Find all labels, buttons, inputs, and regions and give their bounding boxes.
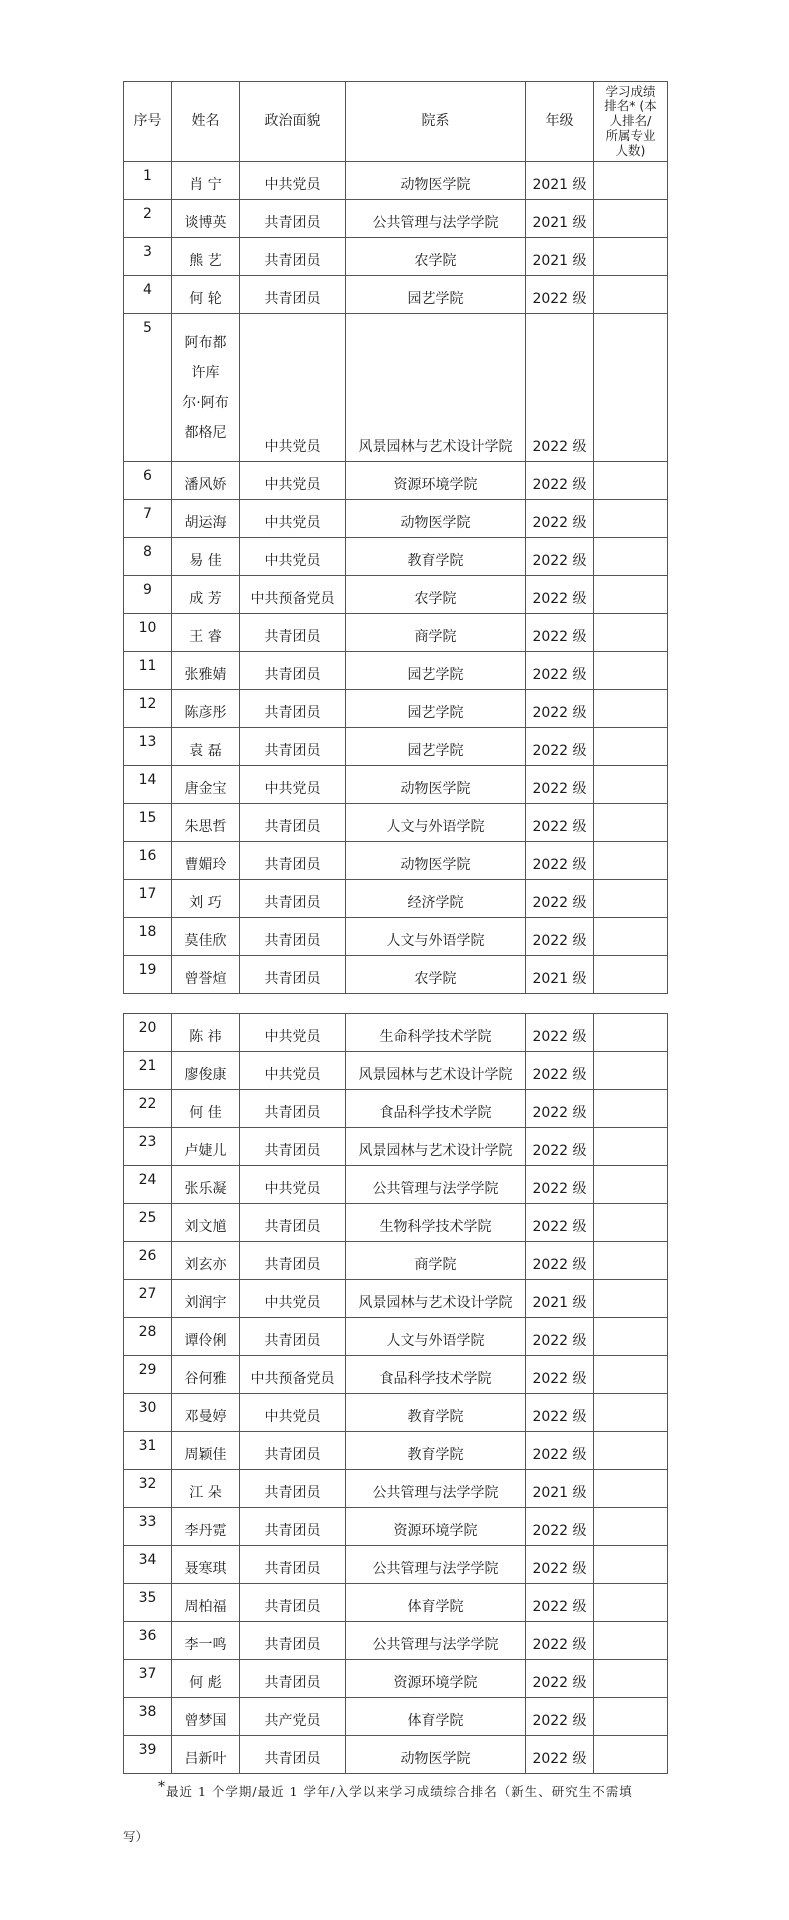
grade-year: 2022 级	[526, 1622, 594, 1660]
grade-year: 2022 级	[526, 538, 594, 576]
academic-ranking	[594, 1242, 668, 1280]
academic-ranking	[594, 1470, 668, 1508]
student-name: 谈博英	[172, 200, 240, 238]
grade-year: 2022 级	[526, 1698, 594, 1736]
academic-ranking	[594, 1622, 668, 1660]
political-status: 共青团员	[240, 1622, 346, 1660]
academic-ranking	[594, 842, 668, 880]
political-status: 共青团员	[240, 1660, 346, 1698]
grade-year: 2021 级	[526, 238, 594, 276]
row-index: 25	[124, 1204, 172, 1242]
student-name: 易 佳	[172, 538, 240, 576]
political-status: 中共预备党员	[240, 576, 346, 614]
grade-year: 2022 级	[526, 1052, 594, 1090]
row-index: 33	[124, 1508, 172, 1546]
grade-year: 2022 级	[526, 1166, 594, 1204]
student-name: 刘文馗	[172, 1204, 240, 1242]
academic-ranking	[594, 1090, 668, 1128]
political-status: 中共党员	[240, 1166, 346, 1204]
student-name: 陈彦彤	[172, 690, 240, 728]
department: 动物医学院	[346, 500, 526, 538]
table-row	[124, 162, 668, 200]
header-political-status: 政治面貌	[240, 82, 346, 162]
political-status: 共青团员	[240, 728, 346, 766]
political-status: 中共预备党员	[240, 1356, 346, 1394]
grade-year: 2022 级	[526, 766, 594, 804]
student-name: 王 睿	[172, 614, 240, 652]
academic-ranking	[594, 314, 668, 462]
table-row	[124, 1508, 668, 1546]
row-index: 16	[124, 842, 172, 880]
academic-ranking	[594, 1280, 668, 1318]
department: 风景园林与艺术设计学院	[346, 1280, 526, 1318]
political-status: 中共党员	[240, 766, 346, 804]
row-index: 37	[124, 1660, 172, 1698]
department: 农学院	[346, 956, 526, 994]
department: 公共管理与法学学院	[346, 1166, 526, 1204]
footnote-continuation: 写）	[123, 1829, 149, 1844]
student-name: 肖 宁	[172, 162, 240, 200]
header-academic-ranking	[594, 82, 668, 162]
department: 生命科学技术学院	[346, 1014, 526, 1052]
student-name-line: 许库	[191, 364, 220, 381]
department: 资源环境学院	[346, 1660, 526, 1698]
academic-ranking	[594, 1736, 668, 1774]
footnote-star: *	[158, 1778, 166, 1795]
student-name: 李丹霓	[172, 1508, 240, 1546]
academic-ranking	[594, 238, 668, 276]
table-row	[124, 1280, 668, 1318]
table-row	[124, 1014, 668, 1052]
department: 资源环境学院	[346, 462, 526, 500]
department: 教育学院	[346, 538, 526, 576]
political-status: 共青团员	[240, 1546, 346, 1584]
row-index: 4	[124, 276, 172, 314]
table-row	[124, 500, 668, 538]
row-index: 3	[124, 238, 172, 276]
academic-ranking	[594, 1128, 668, 1166]
student-name-line: 都格尼	[184, 424, 227, 441]
student-name: 曾梦国	[172, 1698, 240, 1736]
row-index: 27	[124, 1280, 172, 1318]
grade-year: 2022 级	[526, 1242, 594, 1280]
header-grade: 年级	[526, 82, 594, 162]
student-name: 刘润宇	[172, 1280, 240, 1318]
grade-year: 2022 级	[526, 1394, 594, 1432]
table-row	[124, 652, 668, 690]
academic-ranking	[594, 918, 668, 956]
department: 动物医学院	[346, 162, 526, 200]
table-row	[124, 314, 668, 462]
academic-ranking	[594, 276, 668, 314]
grade-year: 2022 级	[526, 1736, 594, 1774]
table-row	[124, 1584, 668, 1622]
row-index: 10	[124, 614, 172, 652]
header-ranking-line: 所属专业	[605, 127, 656, 143]
student-name: 李一鸣	[172, 1622, 240, 1660]
political-status: 共青团员	[240, 1508, 346, 1546]
row-index: 15	[124, 804, 172, 842]
grade-year: 2022 级	[526, 1356, 594, 1394]
student-name: 卢婕儿	[172, 1128, 240, 1166]
academic-ranking	[594, 1318, 668, 1356]
department: 园艺学院	[346, 276, 526, 314]
grade-year: 2021 级	[526, 200, 594, 238]
grade-year: 2022 级	[526, 918, 594, 956]
department: 体育学院	[346, 1584, 526, 1622]
grade-year: 2022 级	[526, 728, 594, 766]
department: 教育学院	[346, 1394, 526, 1432]
academic-ranking	[594, 1698, 668, 1736]
grade-year: 2022 级	[526, 1318, 594, 1356]
academic-ranking	[594, 162, 668, 200]
academic-ranking	[594, 1052, 668, 1090]
row-index: 22	[124, 1090, 172, 1128]
student-name: 唐金宝	[172, 766, 240, 804]
table-header-row	[124, 82, 668, 162]
table-row	[124, 1394, 668, 1432]
student-name: 张乐凝	[172, 1166, 240, 1204]
table-row	[124, 1166, 668, 1204]
grade-year: 2022 级	[526, 1546, 594, 1584]
department: 园艺学院	[346, 690, 526, 728]
department: 公共管理与法学学院	[346, 200, 526, 238]
academic-ranking	[594, 652, 668, 690]
row-index: 14	[124, 766, 172, 804]
table-row	[124, 614, 668, 652]
academic-ranking	[594, 1546, 668, 1584]
academic-ranking	[594, 1394, 668, 1432]
academic-ranking	[594, 1356, 668, 1394]
academic-ranking	[594, 1584, 668, 1622]
grade-year: 2021 级	[526, 162, 594, 200]
table-row	[124, 538, 668, 576]
header-ranking-line: 学习成绩	[605, 83, 656, 99]
row-index: 30	[124, 1394, 172, 1432]
political-status: 共青团员	[240, 238, 346, 276]
table-row	[124, 1242, 668, 1280]
department: 人文与外语学院	[346, 804, 526, 842]
department: 商学院	[346, 1242, 526, 1280]
political-status: 共青团员	[240, 804, 346, 842]
department: 商学院	[346, 614, 526, 652]
table-row	[124, 880, 668, 918]
row-index: 34	[124, 1546, 172, 1584]
political-status: 共青团员	[240, 690, 346, 728]
department: 园艺学院	[346, 728, 526, 766]
student-name: 曹媚玲	[172, 842, 240, 880]
academic-ranking	[594, 804, 668, 842]
table-row	[124, 576, 668, 614]
academic-ranking	[594, 766, 668, 804]
political-status: 共青团员	[240, 614, 346, 652]
row-index: 18	[124, 918, 172, 956]
student-name: 陈 祎	[172, 1014, 240, 1052]
table-row	[124, 956, 668, 994]
academic-ranking	[594, 1660, 668, 1698]
political-status: 中共党员	[240, 314, 346, 462]
table-row	[124, 462, 668, 500]
political-status: 共产党员	[240, 1698, 346, 1736]
political-status: 共青团员	[240, 1318, 346, 1356]
political-status: 共青团员	[240, 200, 346, 238]
political-status: 共青团员	[240, 652, 346, 690]
grade-year: 2022 级	[526, 614, 594, 652]
table-row	[124, 690, 668, 728]
row-index: 1	[124, 162, 172, 200]
row-index: 21	[124, 1052, 172, 1090]
academic-ranking	[594, 538, 668, 576]
political-status: 中共党员	[240, 1394, 346, 1432]
student-name: 谭伶俐	[172, 1318, 240, 1356]
political-status: 共青团员	[240, 918, 346, 956]
political-status: 共青团员	[240, 1128, 346, 1166]
header-name: 姓名	[172, 82, 240, 162]
grade-year: 2021 级	[526, 1280, 594, 1318]
student-name: 吕新叶	[172, 1736, 240, 1774]
grade-year: 2022 级	[526, 1014, 594, 1052]
grade-year: 2022 级	[526, 804, 594, 842]
department: 农学院	[346, 238, 526, 276]
table-row	[124, 276, 668, 314]
table-body-page2	[124, 1014, 668, 1774]
academic-ranking	[594, 1204, 668, 1242]
student-name: 朱思哲	[172, 804, 240, 842]
grade-year: 2022 级	[526, 1128, 594, 1166]
table-row	[124, 1698, 668, 1736]
academic-ranking	[594, 1166, 668, 1204]
political-status: 共青团员	[240, 1432, 346, 1470]
row-index: 5	[124, 314, 172, 462]
student-name: 莫佳欣	[172, 918, 240, 956]
political-status: 共青团员	[240, 1584, 346, 1622]
department: 食品科学技术学院	[346, 1356, 526, 1394]
grade-year: 2022 级	[526, 1660, 594, 1698]
student-name: 谷何雅	[172, 1356, 240, 1394]
department: 教育学院	[346, 1432, 526, 1470]
student-name: 何 佳	[172, 1090, 240, 1128]
department: 风景园林与艺术设计学院	[346, 1052, 526, 1090]
row-index: 35	[124, 1584, 172, 1622]
grade-year: 2022 级	[526, 276, 594, 314]
academic-ranking	[594, 462, 668, 500]
political-status: 共青团员	[240, 276, 346, 314]
table-row	[124, 842, 668, 880]
political-status: 共青团员	[240, 1090, 346, 1128]
student-name: 廖俊康	[172, 1052, 240, 1090]
table-row	[124, 1622, 668, 1660]
student-name-line: 尔·阿布	[182, 394, 229, 411]
header-department: 院系	[346, 82, 526, 162]
table-row	[124, 918, 668, 956]
student-name: 何 彪	[172, 1660, 240, 1698]
footnote-text: 最近 1 个学期/最近 1 学年/入学以来学习成绩综合排名（新生、研究生不需填	[166, 1784, 633, 1799]
row-index: 26	[124, 1242, 172, 1280]
table-body-page1	[124, 162, 668, 994]
department: 农学院	[346, 576, 526, 614]
department: 体育学院	[346, 1698, 526, 1736]
student-name: 邓曼婷	[172, 1394, 240, 1432]
grade-year: 2021 级	[526, 1470, 594, 1508]
footnote	[158, 1778, 678, 1799]
student-name	[172, 314, 240, 462]
row-index: 17	[124, 880, 172, 918]
header-ranking-line: 人排名/	[609, 113, 652, 129]
grade-year: 2022 级	[526, 1432, 594, 1470]
grade-year: 2022 级	[526, 842, 594, 880]
political-status: 共青团员	[240, 1242, 346, 1280]
row-index: 24	[124, 1166, 172, 1204]
academic-ranking	[594, 1508, 668, 1546]
row-index: 38	[124, 1698, 172, 1736]
row-index: 29	[124, 1356, 172, 1394]
political-status: 共青团员	[240, 842, 346, 880]
academic-ranking	[594, 728, 668, 766]
grade-year: 2022 级	[526, 314, 594, 462]
table-row	[124, 200, 668, 238]
department: 园艺学院	[346, 652, 526, 690]
row-index: 8	[124, 538, 172, 576]
student-name: 熊 艺	[172, 238, 240, 276]
table-row	[124, 1470, 668, 1508]
row-index: 7	[124, 500, 172, 538]
table-row	[124, 1090, 668, 1128]
table-row	[124, 1432, 668, 1470]
header-index: 序号	[124, 82, 172, 162]
student-name: 聂寒琪	[172, 1546, 240, 1584]
department: 经济学院	[346, 880, 526, 918]
political-status: 共青团员	[240, 1204, 346, 1242]
political-status: 中共党员	[240, 500, 346, 538]
political-status: 中共党员	[240, 538, 346, 576]
table-row	[124, 766, 668, 804]
row-index: 32	[124, 1470, 172, 1508]
academic-ranking	[594, 690, 668, 728]
grade-year: 2022 级	[526, 1584, 594, 1622]
student-name: 刘 巧	[172, 880, 240, 918]
grade-year: 2022 级	[526, 500, 594, 538]
table-row	[124, 1128, 668, 1166]
department: 动物医学院	[346, 842, 526, 880]
table-row	[124, 1204, 668, 1242]
department: 公共管理与法学学院	[346, 1622, 526, 1660]
row-index: 36	[124, 1622, 172, 1660]
grade-year: 2022 级	[526, 576, 594, 614]
student-name: 胡运海	[172, 500, 240, 538]
row-index: 31	[124, 1432, 172, 1470]
student-name-line: 阿布都	[184, 334, 227, 351]
roster-table-page2	[123, 1013, 668, 1774]
department: 公共管理与法学学院	[346, 1470, 526, 1508]
political-status: 共青团员	[240, 1736, 346, 1774]
academic-ranking	[594, 614, 668, 652]
row-index: 11	[124, 652, 172, 690]
political-status: 中共党员	[240, 1280, 346, 1318]
student-name: 周颖佳	[172, 1432, 240, 1470]
row-index: 2	[124, 200, 172, 238]
department: 资源环境学院	[346, 1508, 526, 1546]
department: 动物医学院	[346, 1736, 526, 1774]
student-name: 曾誉煊	[172, 956, 240, 994]
student-name: 周柏福	[172, 1584, 240, 1622]
department: 人文与外语学院	[346, 1318, 526, 1356]
department: 人文与外语学院	[346, 918, 526, 956]
table-row	[124, 1660, 668, 1698]
academic-ranking	[594, 956, 668, 994]
table-row	[124, 1356, 668, 1394]
roster-table-page1	[123, 81, 668, 994]
student-name: 成 芳	[172, 576, 240, 614]
grade-year: 2022 级	[526, 652, 594, 690]
academic-ranking	[594, 1014, 668, 1052]
grade-year: 2022 级	[526, 1204, 594, 1242]
table-row	[124, 728, 668, 766]
grade-year: 2022 级	[526, 1508, 594, 1546]
political-status: 中共党员	[240, 1014, 346, 1052]
row-index: 19	[124, 956, 172, 994]
row-index: 6	[124, 462, 172, 500]
student-name: 张雅婧	[172, 652, 240, 690]
department: 动物医学院	[346, 766, 526, 804]
row-index: 9	[124, 576, 172, 614]
row-index: 28	[124, 1318, 172, 1356]
student-name: 何 轮	[172, 276, 240, 314]
table-row	[124, 1546, 668, 1584]
grade-year: 2022 级	[526, 690, 594, 728]
department: 食品科学技术学院	[346, 1090, 526, 1128]
row-index: 39	[124, 1736, 172, 1774]
table-row	[124, 1052, 668, 1090]
header-ranking-line: 排名* (本	[604, 98, 657, 114]
department: 风景园林与艺术设计学院	[346, 314, 526, 462]
political-status: 中共党员	[240, 462, 346, 500]
academic-ranking	[594, 880, 668, 918]
grade-year: 2022 级	[526, 1090, 594, 1128]
row-index: 12	[124, 690, 172, 728]
student-name: 江 朵	[172, 1470, 240, 1508]
grade-year: 2022 级	[526, 462, 594, 500]
row-index: 23	[124, 1128, 172, 1166]
academic-ranking	[594, 500, 668, 538]
student-name: 刘玄亦	[172, 1242, 240, 1280]
table-row	[124, 804, 668, 842]
department: 生物科学技术学院	[346, 1204, 526, 1242]
department: 公共管理与法学学院	[346, 1546, 526, 1584]
political-status: 中共党员	[240, 1052, 346, 1090]
header-ranking-line: 人数)	[615, 142, 646, 158]
student-name: 潘风娇	[172, 462, 240, 500]
row-index: 13	[124, 728, 172, 766]
grade-year: 2021 级	[526, 956, 594, 994]
row-index: 20	[124, 1014, 172, 1052]
academic-ranking	[594, 200, 668, 238]
grade-year: 2022 级	[526, 880, 594, 918]
academic-ranking	[594, 576, 668, 614]
table-row	[124, 238, 668, 276]
political-status: 共青团员	[240, 956, 346, 994]
table-row	[124, 1318, 668, 1356]
academic-ranking	[594, 1432, 668, 1470]
student-name: 袁 磊	[172, 728, 240, 766]
political-status: 共青团员	[240, 1470, 346, 1508]
table-row	[124, 1736, 668, 1774]
political-status: 共青团员	[240, 880, 346, 918]
political-status: 中共党员	[240, 162, 346, 200]
department: 风景园林与艺术设计学院	[346, 1128, 526, 1166]
